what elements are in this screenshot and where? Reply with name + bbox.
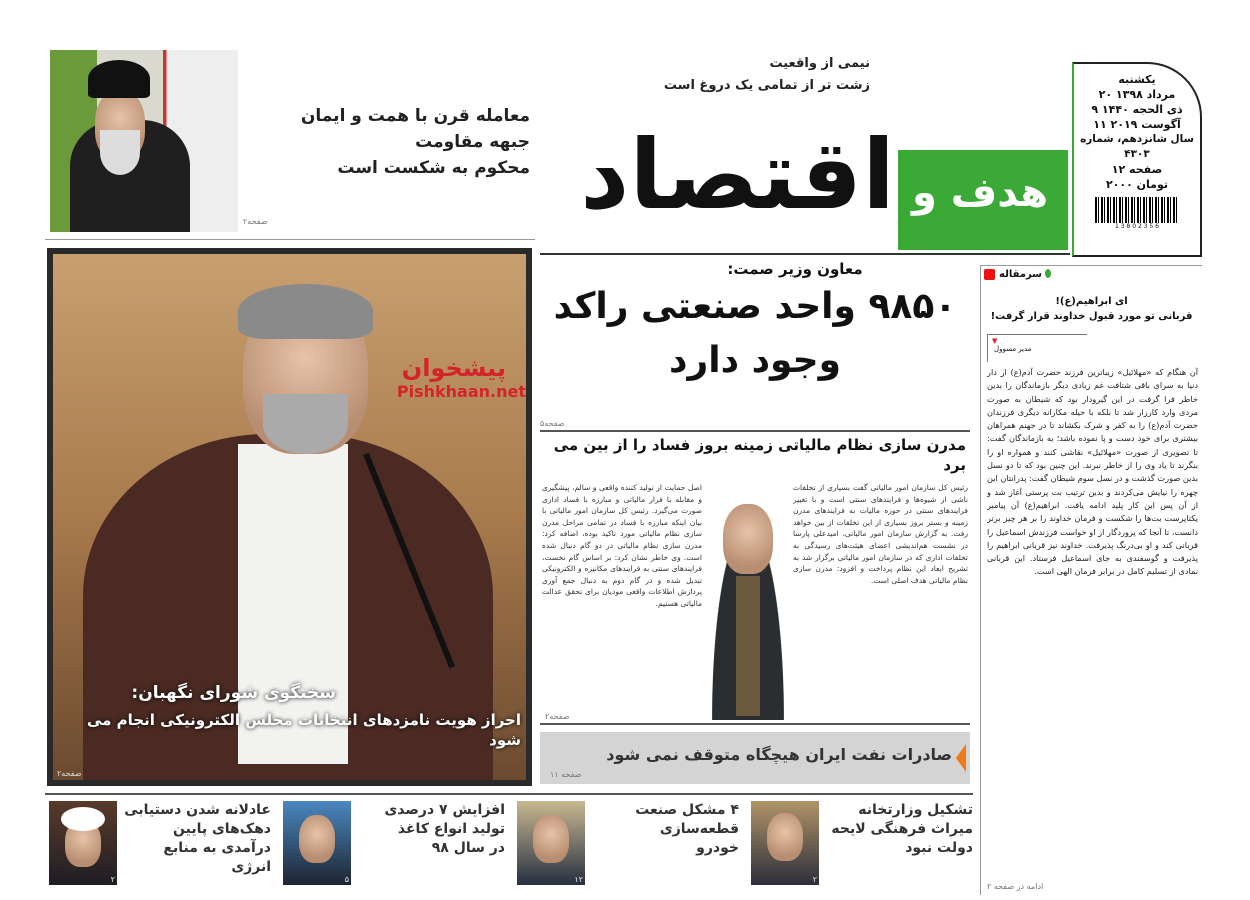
- editorial[interactable]: سرمقاله ای ابراهیم(ع)! قربانی تو مورد قبول خداوند قرار گرفت! ▼ مدیر مسوول آن هنگام که «مهلائیل» زیباترین فرزند حضرت آدم(ع) از دار دنیا به سرای باقی شتافت غم زیادی دیگر بازماندگان را بدین خاطر فرا گرفت در این گیرودار بود که شیطان به صورت مردی وارد کارزار شد تا بلکه با حیله مکارانه دیگری فرزندان حضرت آدم(ع) را به کفر و شرک بکشاند تا در جهنم همراهان بیشتری برای خود دست و پا نموده باشد؛ به بازماندگان گفت: تا تصویری از صورت «مهلائیل» نقاشی کنند و همواره او را بنگرند تا یاد وی را از خاطر نبرند. این چنین بود که تا دو نسل بدین صورت گذشت و در نسل سوم شیطان گفت: پدرانتان این چهره را نیایش می‌کردند و بدین ترتیب بت پرستی آغاز شد و از آن پس این کار پلید ادامه یافت. ابراهیم(ع) آن پیامبر یکتاپرست بت‌ها را شکست و فرمان خداوند را بر هر چیز برتر دانست، تا آنجا که پروردگار از او خواست فرزندش اسماعیل را قربانی کند و او بی‌درنگ پذیرفت. خداوند نیز قربانی ابراهیم را پذیرفت و گوسفندی به جای اسماعیل فرستاد. این قربانی نمادی از تسلیم کامل در برابر فرمان الهی است. ادامه در صفحه ۲: [980, 265, 1202, 895]
- page-ref: ۱۲: [574, 875, 583, 884]
- top-left-teaser[interactable]: [45, 45, 535, 240]
- editorial-author: مدیر مسوول: [994, 345, 1032, 353]
- photo-headline: احراز هویت نامزدهای انتخابات مجلس الکترونیکی انجام می شود: [87, 711, 521, 749]
- tagline-2: زشت تر از تمامی یک دروغ است: [663, 78, 870, 93]
- oil-exports-bar[interactable]: [540, 732, 970, 784]
- bottom-teaser[interactable]: [513, 801, 739, 898]
- watermark-fa: پیشخوان: [401, 354, 506, 382]
- story-text-left: اصل حمایت از تولید کننده واقعی و سالم، پیشگیری و مقابله با فرار مالیاتی و مبارزه با فساد اداری صورت می‌گیرد. رئیس کل سازمان امور مالیاتی با بیان اینکه مبارزه با فساد در تمامی مراحل مدرن سازی نظام مالیاتی مورد تاکید بوده، اضافه کرد: مدرن سازی نظام مالیاتی در دو گام دنبال شده است. وی خاطر نشان کرد: بر اساس گام نخست، فرایندهای سنتی به فرایندهای مکانیزه و الکترونیکی تبدیل شده و در گام دوم به دنبال جمع آوری پردازش اطلاعات واقعی مودیان برای تحقق عدالت مالیاتی هستیم.: [542, 483, 702, 608]
- lead-headline-2: وجود دارد: [669, 340, 841, 381]
- thumb-photo: [517, 801, 585, 885]
- orange-marker-icon: [956, 744, 966, 772]
- bottom-headline: تشکیل وزارتخانه میراث فرهنگی لایحه دولت نبود: [831, 802, 973, 856]
- page-count: ۱۲ صفحه: [1111, 163, 1163, 176]
- bottom-teaser[interactable]: [747, 801, 973, 898]
- watermark-logo: [397, 354, 526, 401]
- bottom-teaser[interactable]: [45, 801, 271, 898]
- thumb-photo: [751, 801, 819, 885]
- leader-photo: [50, 50, 238, 232]
- barcode-icon: [1095, 197, 1179, 223]
- masthead: [540, 45, 1070, 255]
- page-ref: ۲: [812, 875, 817, 884]
- bottom-teaser[interactable]: [279, 801, 505, 898]
- price: ۲۰۰۰ تومان: [1105, 178, 1169, 191]
- page-ref: ۵: [344, 875, 349, 884]
- main-photo-story[interactable]: [47, 248, 532, 786]
- tagline-1: نیمی از واقعیت: [769, 56, 870, 71]
- page-ref: ۲: [110, 875, 115, 884]
- lead-story[interactable]: [540, 258, 970, 430]
- teaser-line-1: معامله قرن با همت و ایمان: [300, 106, 530, 126]
- page-ref: صفحه۲: [545, 712, 570, 721]
- date-gregorian: ۱۱ آگوست ۲۰۱۹: [1093, 118, 1181, 131]
- bottom-headline: عادلانه شدن دستیابی دهک‌های پایین درآمدی به منابع انرژی: [124, 802, 271, 875]
- green-leaf-icon: [1045, 269, 1051, 278]
- watermark-en: Pishkhaan.net: [396, 382, 526, 401]
- story-headline: مدرن سازی نظام مالیاتی زمینه بروز فساد را از بین می برد: [553, 436, 966, 474]
- date-box: [1072, 62, 1202, 257]
- teaser-line-2: جبهه مقاومت: [415, 132, 530, 152]
- thumb-photo: [49, 801, 117, 885]
- bottom-teasers: [45, 793, 973, 898]
- logo-main: اقتصاد: [580, 119, 895, 231]
- lead-kicker: معاون وزیر صمت:: [727, 260, 863, 278]
- issue-number: سال شانزدهم، شماره ۴۳۰۳: [1080, 133, 1194, 160]
- lead-headline-1: ۹۸۵۰ واحد صنعتی راکد: [553, 286, 957, 327]
- photo-kicker: سخنگوی شورای نگهبان:: [131, 683, 336, 703]
- weekday: یکشنبه: [1118, 73, 1156, 86]
- date-hijri: ۹ ذی الحجه ۱۴۴۰: [1091, 103, 1183, 116]
- editorial-label: سرمقاله: [999, 269, 1043, 280]
- bottom-headline: افزایش ۷ درصدی تولید انواع کاغذ در سال ۹۸: [384, 802, 505, 856]
- barcode-number: 1 3 8 0 2 3 5 6: [1115, 223, 1159, 230]
- page-ref: صفحه۵: [540, 419, 565, 428]
- editorial-title-1: ای ابراهیم(ع)!: [1055, 296, 1128, 307]
- oil-headline: صادرات نفت ایران هیچگاه متوقف نمی شود: [606, 745, 952, 764]
- page-ref: صفحه ۱۱: [550, 770, 582, 779]
- red-square-icon: [984, 269, 995, 280]
- page-ref: صفحه۲: [57, 769, 82, 778]
- logo-prefix: هدف و: [912, 170, 1049, 216]
- date-persian: ۲۰ مرداد ۱۳۹۸: [1098, 88, 1176, 101]
- thumb-photo: [283, 801, 351, 885]
- continued-ref: ادامه در صفحه ۲: [987, 882, 1044, 891]
- story-text-right: رئیس کل سازمان امور مالیاتی گفت بسیاری از تخلفات ناشی از شیوه‌ها و فرایندهای سنتی است و با تغییر فرایندهای سنتی در حوزه مالیات به فرایندهای مدرن زمینه و بستر بروز بسیاری از این تخلفات از بین خواهد رفت. به گزارش سازمان امور مالیاتی، امیدعلی پارسا در نشست هم‌اندیشی اعضای هیئت‌های رسیدگی به تخلفات اداری که در سازمان امور مالیاتی برگزار شد به تشریح ابعاد این نظام پرداخت و افزود: مدرن سازی نظام مالیاتی هدف اصلی است.: [793, 483, 968, 585]
- tax-story[interactable]: [540, 430, 970, 725]
- teaser-line-3: محکوم به شکست است: [337, 158, 530, 178]
- editorial-text: آن هنگام که «مهلائیل» زیباترین فرزند حضرت آدم(ع) از دار دنیا به سرای باقی شتافت غم زیادی دیگر بازماندگان را بدین خاطر فرا گرفت در این گیرودار بود که شیطان به صورت مردی وارد کارزار شد تا بلکه با حیله مکارانه دیگری فرزندان حضرت آدم(ع) را به کفر و شرک بکشاند تا در جهنم همراهان بیشتری برای خود دست و پا نموده باشد؛ به بازماندگان گفت: تا تصویری از صورت «مهلائیل» نقاشی کنند و همواره او را بنگرند تا یاد وی را از خاطر نبرند. این چنین بود که تا دو نسل بدین صورت گذشت و در نسل سوم شیطان گفت: پدرانتان این چهره را نیایش می‌کردند و بدین ترتیب بت پرستی آغاز شد و از آن پس این کار پلید ادامه یافت. ابراهیم(ع) آن پیامبر یکتاپرست بت‌ها را شکست و فرمان خداوند را بر هر چیز برتر دانست، تا آنجا که پروردگار از او خواست فرزندش اسماعیل را قربانی کند و او بی‌درنگ پذیرفت. خداوند نیز قربانی ابراهیم را پذیرفت و گوسفندی به جای اسماعیل فرستاد. این قربانی نمادی از تسلیم کامل در برابر فرمان الهی است.: [987, 367, 1198, 577]
- bottom-headline: ۴ مشکل صنعت قطعه‌سازی خودرو: [635, 802, 739, 856]
- editorial-title-2: قربانی تو مورد قبول خداوند قرار گرفت!: [990, 311, 1193, 322]
- official-photo: [706, 492, 790, 720]
- page-ref: صفحه۲: [243, 217, 268, 226]
